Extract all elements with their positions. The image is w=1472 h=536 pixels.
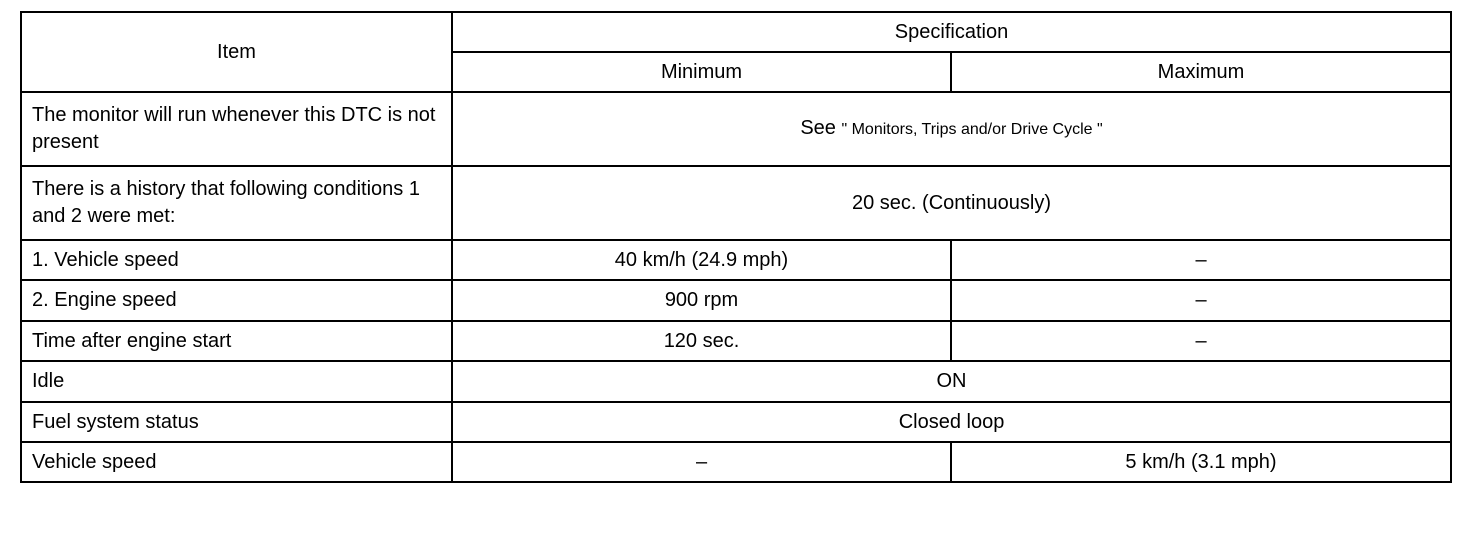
specification-header: Specification (452, 12, 1451, 52)
table-row (21, 166, 1451, 240)
row-item-cell: The monitor will run whenever this DTC is not present (21, 92, 452, 166)
row-min-cell: – (452, 442, 951, 482)
table-row (21, 321, 1451, 361)
row-min-cell: 40 km/h (24.9 mph) (452, 240, 951, 280)
row-item-cell: 2. Engine speed (21, 280, 452, 321)
specification-table (20, 11, 1452, 483)
row-item-cell: There is a history that following conditions 1 and 2 were met: (21, 166, 452, 240)
table-row (21, 361, 1451, 402)
table-row (21, 240, 1451, 280)
table-row (21, 402, 1451, 442)
row-max-cell: 5 km/h (3.1 mph) (951, 442, 1451, 482)
row-max-cell: – (951, 321, 1451, 361)
row-spec-cell: Closed loop (452, 402, 1451, 442)
table-row (21, 442, 1451, 482)
row-item-cell: Vehicle speed (21, 442, 452, 482)
row-max-cell: – (951, 240, 1451, 280)
item-header: Item (21, 12, 452, 92)
table-row (21, 280, 1451, 321)
row-item-cell: 1. Vehicle speed (21, 240, 452, 280)
minimum-header: Minimum (452, 52, 951, 92)
row-spec-cell (452, 92, 1451, 166)
row-min-cell: 120 sec. (452, 321, 951, 361)
row-item-cell: Fuel system status (21, 402, 452, 442)
table-row (21, 92, 1451, 166)
row-item-cell: Time after engine start (21, 321, 452, 361)
header-row (21, 12, 1451, 52)
spec-reference: " Monitors, Trips and/or Drive Cycle " (841, 121, 1103, 138)
spec-prefix: See (800, 117, 836, 139)
row-max-cell: – (951, 280, 1451, 321)
row-spec-cell: 20 sec. (Continuously) (452, 166, 1451, 240)
row-item-cell: Idle (21, 361, 452, 402)
maximum-header: Maximum (951, 52, 1451, 92)
row-min-cell: 900 rpm (452, 280, 951, 321)
row-spec-cell: ON (452, 361, 1451, 402)
